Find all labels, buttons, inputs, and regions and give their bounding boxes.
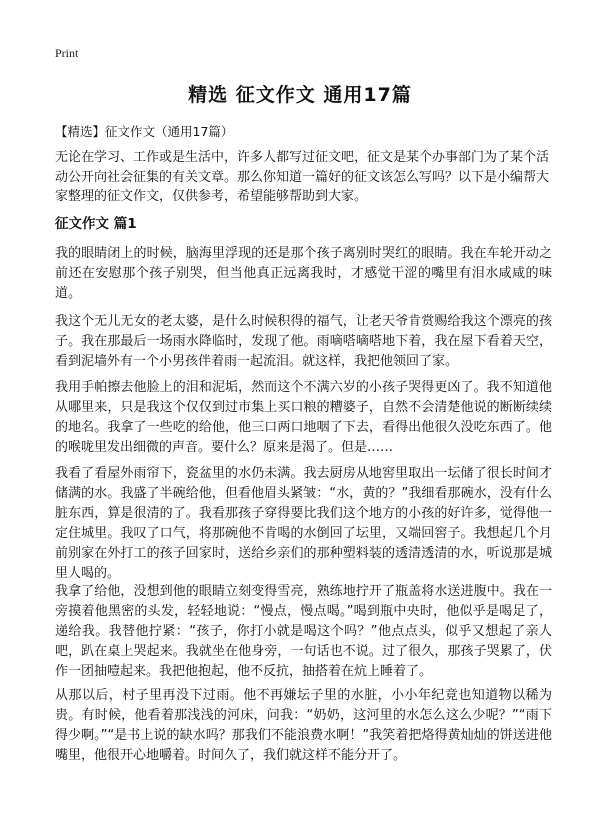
body-paragraph: 我这个无儿无女的老太婆，是什么时候积得的福气，让老天爷肯赏赐给我这个漂亮的孩子。我在那最后一场雨水降临时，发现了他。雨嘀嗒嘀嗒地下着，我在屋下看着天空，看到泥墙外有一个小男孩伴着雨一起流泪。就这样，我把他领回了家。 [55,314,552,369]
intro-paragraph: 无论在学习、工作或是生活中，许多人都写过征文吧，征文是某个办事部门为了某个活动公开向社会征集的有关文章。那么你知道一篇好的征文该怎么写吗？以下是小编帮大家整理的征文作文，仅供参考，希望能够帮助到大家。 [55,150,550,204]
print-label: Print [55,46,79,60]
section-heading: 征文作文 篇1 [55,216,137,232]
document-subtitle: 【精选】征文作文（通用17篇） [55,124,234,139]
body-paragraph: 我的眼睛闭上的时候，脑海里浮现的还是那个孩子离别时哭红的眼睛。我在车轮开动之前还在安慰那个孩子别哭，但当他真正远离我时，才感觉干涩的嘴里有泪水咸咸的味道。 [55,246,552,301]
body-paragraph: 我看了看屋外雨帘下，瓷盆里的水仍未满。我去厨房从地窖里取出一坛储了很长时间才储满的水。我盛了半碗给他，但看他眉头紧皱：“水，黄的？”我细看那碗水，没有什么脏东西，算是很清的了。我看那孩子穿得要比我们这个地方的小孩的好许多，觉得他一定住城里。我叹了口气，将那碗他不肯喝的水倒回了坛里，又端回窖子。我想起几个月前别家在外打工的孩子回家时，送给乡亲们的那种塑料装的透清透清的水，听说那是城里人喝的。 [55,466,552,581]
body-paragraph: 从那以后，村子里再没下过雨。他不再嫌坛子里的水脏，小小年纪竟也知道物以稀为贵。有时候，他看着那浅浅的河床，问我：“奶奶，这河里的水怎么这么少呢？”“雨下得少啊。”“是书上说的缺水吗？那我们不能浪费水啊！”我笑着把烙得黄灿灿的饼送进他嘴里，他很开心地嚼着。时间久了，我们就这样不能分开了。 [55,688,552,763]
body-paragraph: 我用手帕擦去他脸上的泪和泥垢，然而这个不满六岁的小孩子哭得更凶了。我不知道他从哪里来，只是我这个仅仅到过市集上买口粮的糟婆子，自然不会清楚他说的断断续续的地名。我拿了一些吃的给他，他三口两口地咽了下去，看得出他很久没吃东西了。他的喉咙里发出细微的声音。要什么？原来是渴了。但是…… [55,380,552,455]
body-paragraph: 我拿了给他，没想到他的眼睛立刻变得雪亮，熟练地拧开了瓶盖将水送进腹中。我在一旁摸着他黑密的头发，轻轻地说：“慢点，慢点喝。”喝到瓶中央时，他似乎是喝足了，递给我。我替他拧紧：“孩子，你打小就是喝这个吗？”他点点头，似乎又想起了亲人吧，趴在桌上哭起来。我就坐在他身旁，一句话也不说。过了很久，那孩子哭累了，伏作一团抽噎起来。我把他抱起，他不反抗，抽搭着在炕上睡着了。 [55,584,552,679]
document-title: 精选 征文作文 通用17篇 [188,84,412,106]
